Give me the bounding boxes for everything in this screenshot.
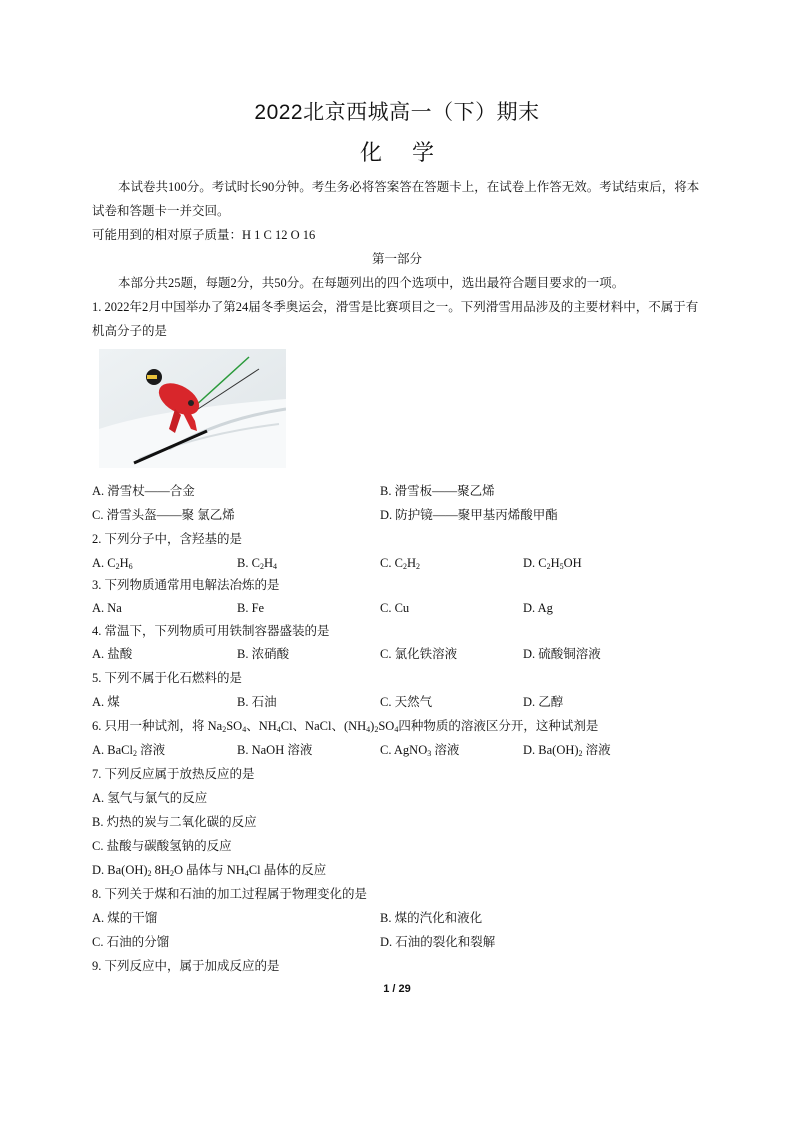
q4-option-c: C. 氯化铁溶液 [380,647,458,661]
q6-option-a: A. BaCl$_2$ 溶液 [92,743,166,758]
q9-stem: 9. 下列反应中，属于加成反应的是 [92,959,280,973]
atomic-mass-line: 可能用到的相对原子质量：H 1 C 12 O 16 [92,228,316,242]
q3-option-b: B. Fe [237,601,265,615]
q1-option-d: D. 防护镜——聚甲基丙烯酸甲酯 [380,508,558,522]
q6-option-c: C. AgNO$_3$ 溶液 [380,743,460,758]
q1-option-c: C. 滑雪头盔——聚 氯乙烯 [92,508,235,522]
q8-option-b: B. 煤的汽化和液化 [380,911,483,925]
q1-stem-line-2: 机高分子的是 [92,324,168,338]
q2-option-b: B. $C_2H_4$ [237,556,277,571]
q1-stem-line-1: 1. 2022年2月中国举办了第24届冬季奥运会，滑雪是比赛项目之一。下列滑雪用品涉及的主要材料中，不属于有 [92,300,699,314]
q5-option-b: B. 石油 [237,695,277,709]
q7-option-a: A. 氢气与氯气的反应 [92,791,208,805]
skier-photo [99,349,286,468]
q2-option-a: A. $C_2H_6$ [92,556,133,571]
q1-option-b: B. 滑雪板——聚乙烯 [380,484,495,498]
q8-option-d: D. 石油的裂化和裂解 [380,935,496,949]
q4-stem: 4. 常温下，下列物质可用铁制容器盛装的是 [92,624,330,638]
intro-line-2: 试卷和答题卡一并交回。 [92,204,230,218]
part-instructions: 本部分共25题，每题2分，共50分。在每题列出的四个选项中，选出最符合题目要求的一项。 [118,276,625,290]
q2-option-c: C. $C_2H_2$ [380,556,420,571]
q5-option-d: D. 乙醇 [523,695,564,709]
q5-option-c: C. 天然气 [380,695,433,709]
q5-option-a: A. 煤 [92,695,120,709]
q8-option-c: C. 石油的分馏 [92,935,170,949]
q2-option-d: D. $C_2H_5OH$ [523,556,582,571]
q3-option-d: D. Ag [523,601,553,615]
part-title: 第一部分 [371,252,422,266]
q8-stem: 8. 下列关于煤和石油的加工过程属于物理变化的是 [92,887,368,901]
subject-title: 化学 [359,141,464,166]
q6-stem: 6. 只用一种试剂，将 $Na_2SO_4$、$NH_4Cl$、NaCl、$(NH_4)_2SO_4$四种物质的溶液区分开，这种试剂是 [92,719,599,734]
q2-stem: 2. 下列分子中，含羟基的是 [92,532,243,546]
q4-option-a: A. 盐酸 [92,647,133,661]
q6-option-d: D. $Ba(OH)_2$ 溶液 [523,743,611,758]
q8-option-a: A. 煤的干馏 [92,911,158,925]
q4-option-d: D. 硫酸铜溶液 [523,647,601,661]
q1-option-a: A. 滑雪杖——合金 [92,484,195,498]
exam-title: 2022北京西城高一（下）期末 [254,101,540,124]
q6-option-b: B. NaOH 溶液 [237,743,313,757]
intro-line-1: 本试卷共100分。考试时长90分钟。考生务必将答案答在答题卡上，在试卷上作答无效。考试结束后，将本 [118,180,700,194]
q7-stem: 7. 下列反应属于放热反应的是 [92,767,255,781]
q3-option-a: A. Na [92,601,122,615]
q3-option-c: C. Cu [380,601,410,615]
q7-option-b: B. 灼热的炭与二氧化碳的反应 [92,815,257,829]
page-number: 1 / 29 [383,983,411,995]
q3-stem: 3. 下列物质通常用电解法冶炼的是 [92,578,280,592]
q7-option-c: C. 盐酸与碳酸氢钠的反应 [92,839,232,853]
q4-option-b: B. 浓硝酸 [237,647,290,661]
q7-option-d: D. $Ba(OH)_2$ $8H_2O$ 晶体与 $NH_4Cl$ 晶体的反应 [92,863,327,878]
q5-stem: 5. 下列不属于化石燃料的是 [92,671,243,685]
